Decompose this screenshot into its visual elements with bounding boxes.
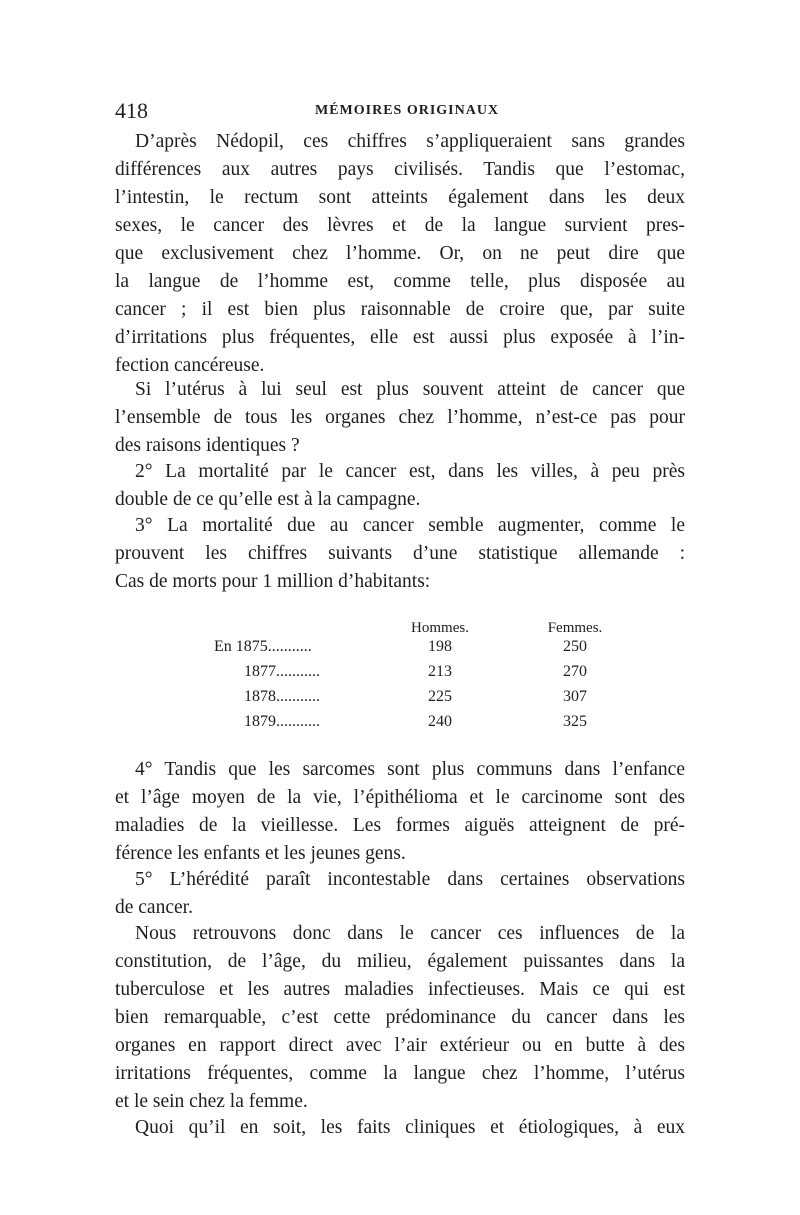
- text-line: Quoi qu’il en soit, les faits cliniques et étiologiques, à eux: [135, 1117, 685, 1138]
- text-line: fection cancéreuse.: [115, 355, 265, 376]
- page-header: [115, 98, 685, 124]
- text-line: la langue de l’homme est, comme telle, plus disposée au: [115, 271, 685, 292]
- text-line: tuberculose et les autres maladies infectieuses. Mais ce qui est: [115, 979, 685, 1000]
- text-line: prouvent les chiffres suivants d’une statistique allemande :: [115, 543, 685, 564]
- text-line: 3° La mortalité due au cancer semble augmenter, comme le: [135, 515, 685, 536]
- text-line: l’ensemble de tous les organes chez l’homme, n’est-ce pas pour: [115, 407, 685, 428]
- hommes-cell: 225: [428, 688, 452, 705]
- text-line: et le sein chez la femme.: [115, 1091, 308, 1112]
- text-line: organes en rapport direct avec l’air extérieur ou en butte à des: [115, 1035, 685, 1056]
- hommes-cell: 198: [428, 638, 452, 655]
- text-line: 5° L’hérédité paraît incontestable dans certaines observations: [135, 869, 685, 890]
- femmes-cell: 250: [563, 638, 587, 655]
- text-line: cancer ; il est bien plus raisonnable de croire que, par suite: [115, 299, 685, 320]
- year-cell: 1879...........: [244, 713, 320, 730]
- text-line: que exclusivement chez l’homme. Or, on ne peut dire que: [115, 243, 685, 264]
- femmes-cell: 325: [563, 713, 587, 730]
- text-line: Nous retrouvons donc dans le cancer ces influences de la: [135, 923, 685, 944]
- text-line: bien remarquable, c’est cette prédominance du cancer dans les: [115, 1007, 685, 1028]
- text-line: constitution, de l’âge, du milieu, également puissantes dans la: [115, 951, 685, 972]
- running-head: MÉMOIRES ORIGINAUX: [315, 103, 500, 118]
- text-line: sexes, le cancer des lèvres et de la langue survient pres-: [115, 215, 685, 236]
- femmes-cell: 307: [563, 688, 587, 705]
- hommes-cell: 240: [428, 713, 452, 730]
- hommes-cell: 213: [428, 663, 452, 680]
- year-cell: 1878...........: [244, 688, 320, 705]
- text-line: différences aux autres pays civilisés. Tandis que l’estomac,: [115, 159, 685, 180]
- text-line: et l’âge moyen de la vie, l’épithélioma et le carcinome sont des: [115, 787, 685, 808]
- page-number: 418: [115, 98, 148, 123]
- text-line: férence les enfants et les jeunes gens.: [115, 843, 406, 864]
- text-line: d’irritations plus fréquentes, elle est aussi plus exposée à l’in-: [115, 327, 685, 348]
- text-line: irritations fréquentes, comme la langue chez l’homme, l’utérus: [115, 1063, 685, 1084]
- year-cell: En 1875...........: [214, 638, 312, 655]
- text-line: des raisons identiques ?: [115, 435, 300, 456]
- text-line: Si l’utérus à lui seul est plus souvent atteint de cancer que: [135, 379, 685, 400]
- text-line: de cancer.: [115, 897, 193, 918]
- text-line: 4° Tandis que les sarcomes sont plus communs dans l’enfance: [135, 759, 685, 780]
- text-line: 2° La mortalité par le cancer est, dans les villes, à peu près: [135, 461, 685, 482]
- text-line: maladies de la vieillesse. Les formes aiguës atteignent de pré-: [115, 815, 685, 836]
- column-header-femmes: Femmes.: [547, 620, 603, 636]
- text-line: double de ce qu’elle est à la campagne.: [115, 489, 421, 510]
- text-line: Cas de morts pour 1 million d’habitants:: [115, 571, 431, 592]
- text-line: D’après Nédopil, ces chiffres s’appliqueraient sans grandes: [135, 131, 685, 152]
- year-cell: 1877...........: [244, 663, 320, 680]
- femmes-cell: 270: [563, 663, 587, 680]
- text-line: l’intestin, le rectum sont atteints également dans les deux: [115, 187, 685, 208]
- column-header-hommes: Hommes.: [411, 620, 469, 636]
